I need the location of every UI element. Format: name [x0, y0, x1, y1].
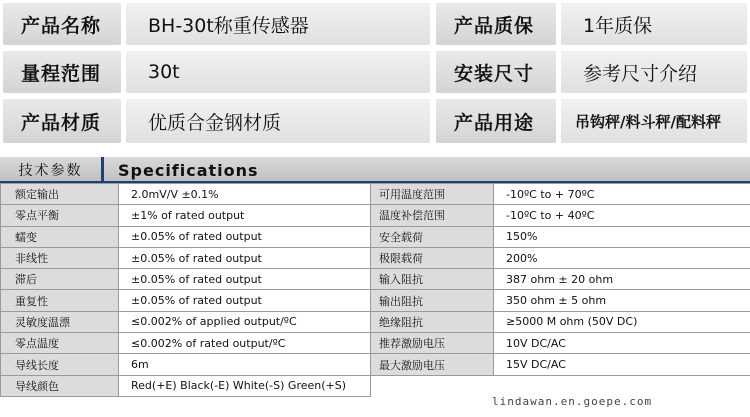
spec-key: 绝缘阻抗: [371, 311, 494, 332]
info-value-name: BH-30t称重传感器: [126, 3, 430, 45]
spec-key: 安全载荷: [371, 226, 494, 247]
info-value-usage: 吊钩秤/料斗秤/配料秤: [561, 99, 747, 143]
spec-value: Red(+E) Black(-E) White(-S) Green(+S): [119, 375, 371, 396]
spec-value: 387 ohm ± 20 ohm: [494, 269, 750, 290]
watermark-text: lindawan.en.goepe.com: [492, 395, 653, 408]
spec-value: 10V DC/AC: [494, 333, 750, 354]
spec-key: 零点平衡: [1, 205, 119, 226]
table-row: [1, 226, 750, 247]
spec-value: 200%: [494, 247, 750, 268]
spec-key: 灵敏度温漂: [1, 311, 119, 332]
table-row: [1, 354, 750, 375]
spec-title-cn: 技术参数: [0, 157, 104, 183]
table-row: [1, 269, 750, 290]
spec-key: 零点温度: [1, 333, 119, 354]
spec-key: 可用温度范围: [371, 184, 494, 205]
spec-key: 温度补偿范围: [371, 205, 494, 226]
info-label-size: 安装尺寸: [436, 51, 556, 93]
spec-value: 2.0mV/V ±0.1%: [119, 184, 371, 205]
spec-key: 输出阻抗: [371, 290, 494, 311]
spec-value: ≤0.002% of applied output/ºC: [119, 311, 371, 332]
spec-key: 最大激励电压: [371, 354, 494, 375]
spec-key: 推荐激励电压: [371, 333, 494, 354]
table-row: [1, 184, 750, 205]
info-value-range: 30t: [126, 51, 430, 93]
spec-key: 导线颜色: [1, 375, 119, 396]
spec-value: -10ºC to + 70ºC: [494, 184, 750, 205]
spec-value: 350 ohm ± 5 ohm: [494, 290, 750, 311]
info-label-usage: 产品用途: [436, 99, 556, 143]
info-label-name: 产品名称: [3, 3, 121, 45]
info-label-material: 产品材质: [3, 99, 121, 143]
spec-value: 150%: [494, 226, 750, 247]
spec-header: [0, 157, 750, 183]
spec-value: -10ºC to + 40ºC: [494, 205, 750, 226]
spec-key: 输入阻抗: [371, 269, 494, 290]
info-label-range: 量程范围: [3, 51, 121, 93]
table-row: [1, 375, 750, 396]
info-value-size: 参考尺寸介绍: [561, 51, 747, 93]
spec-rows: [0, 183, 750, 397]
spec-key: 非线性: [1, 247, 119, 268]
spec-key: 额定输出: [1, 184, 119, 205]
info-label-warranty: 产品质保: [436, 3, 556, 45]
spec-key: 重复性: [1, 290, 119, 311]
spec-key: 导线长度: [1, 354, 119, 375]
info-value-warranty: 1年质保: [561, 3, 747, 45]
spec-value: ±0.05% of rated output: [119, 290, 371, 311]
spec-key: 蠕变: [1, 226, 119, 247]
product-info: [0, 0, 750, 150]
spec-value: ≥5000 M ohm (50V DC): [494, 311, 750, 332]
spec-value: 15V DC/AC: [494, 354, 750, 375]
table-row: [1, 333, 750, 354]
table-row: [1, 205, 750, 226]
spec-blank: [371, 375, 750, 396]
spec-value: ±0.05% of rated output: [119, 226, 371, 247]
spec-title-en: Specifications: [118, 160, 259, 180]
table-row: [1, 290, 750, 311]
info-value-material: 优质合金钢材质: [126, 99, 430, 143]
spec-key: 滞后: [1, 269, 119, 290]
spec-value: 6m: [119, 354, 371, 375]
table-row: [1, 247, 750, 268]
spec-table: [0, 157, 750, 417]
spec-value: ≤0.002% of rated output/ºC: [119, 333, 371, 354]
spec-key: 极限载荷: [371, 247, 494, 268]
spec-value: ±0.05% of rated output: [119, 247, 371, 268]
table-row: [1, 311, 750, 332]
spec-value: ±0.05% of rated output: [119, 269, 371, 290]
spec-value: ±1% of rated output: [119, 205, 371, 226]
